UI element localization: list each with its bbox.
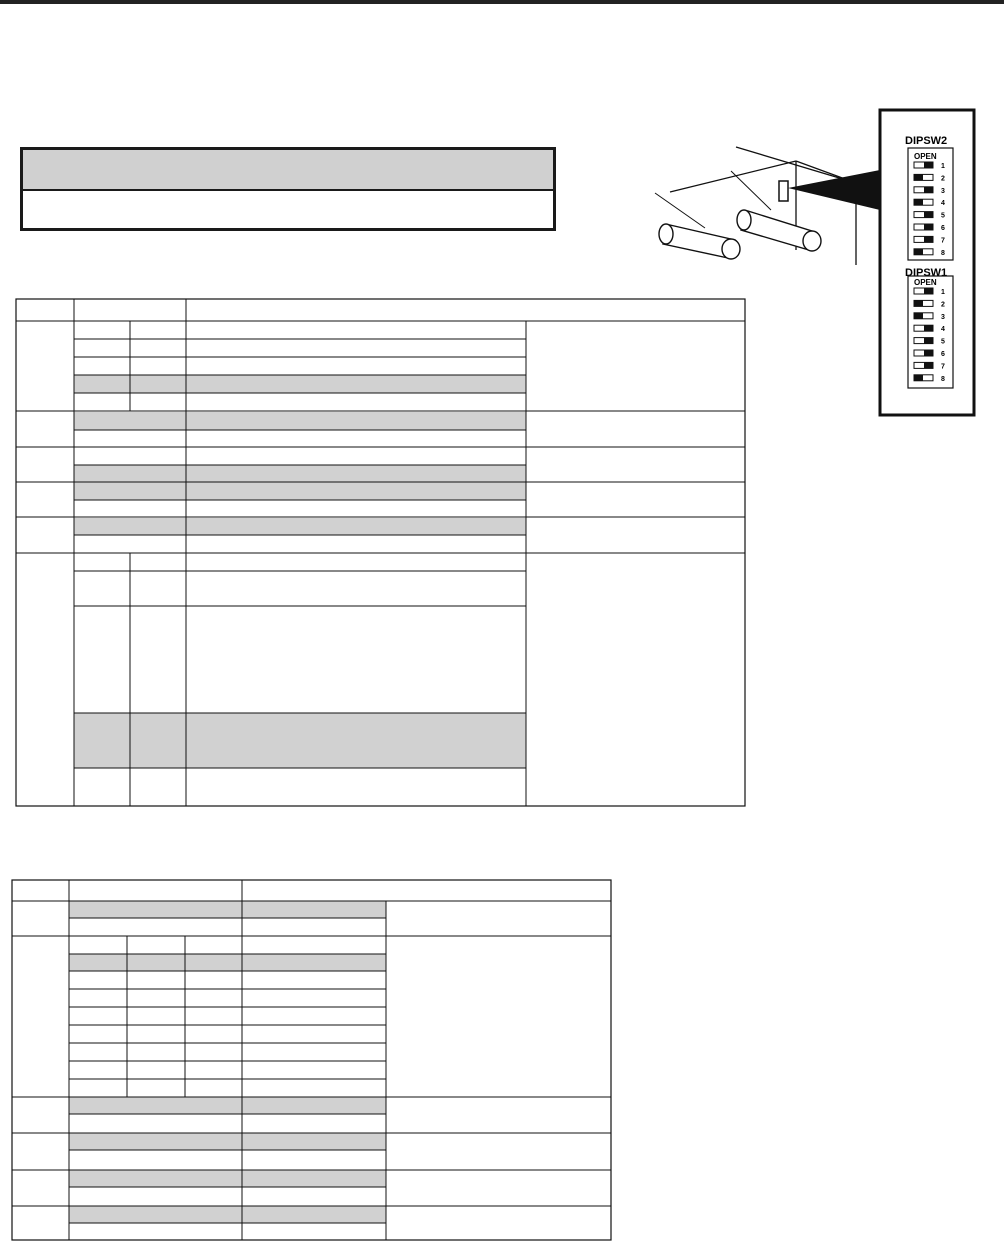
dip-switch-number: 8 [941, 249, 945, 257]
dip-switch-knob [924, 236, 933, 242]
dip-switch-knob [924, 187, 933, 193]
dip-switch-knob [924, 224, 933, 230]
dipsw1-title: DIPSW1 [905, 267, 948, 279]
dip-switch-number: 6 [941, 225, 945, 232]
dip-switch-number: 3 [941, 313, 945, 321]
dip-switch-number: 1 [941, 163, 945, 170]
dip-switch-number: 4 [941, 326, 945, 334]
dip-switch-number: 1 [941, 289, 945, 296]
dip-switch-number: 7 [941, 237, 945, 245]
rod-right [737, 210, 821, 251]
dip-switch-knob [914, 313, 923, 319]
dip-switch-number: 2 [941, 301, 945, 309]
dip-switch-knob [924, 288, 933, 294]
dip-switch-number: 5 [941, 338, 945, 346]
dip-switch-knob [924, 325, 933, 331]
dipsw2-title: DIPSW2 [905, 135, 948, 147]
dip-switch-knob [924, 338, 933, 344]
dip-switch-number: 6 [941, 351, 945, 358]
dipsw2-open-label: OPEN [914, 152, 937, 161]
rod-left [659, 224, 740, 259]
dip-switch-number: 2 [941, 175, 945, 183]
dip-switch-knob [914, 199, 923, 205]
dip-switch-knob [924, 212, 933, 218]
dip-switch-number: 3 [941, 187, 945, 195]
dip-switch-number: 4 [941, 200, 945, 208]
dip-switch-knob [914, 249, 923, 255]
dip-switch-knob [924, 162, 933, 168]
dip-switch-number: 7 [941, 363, 945, 371]
dip-switch-number: 5 [941, 212, 945, 220]
dip-switch-number: 8 [941, 375, 945, 383]
dip-switch-knob [914, 375, 923, 381]
dip-switch-knob [914, 300, 923, 306]
dip-switch-knob [924, 362, 933, 368]
dip-switch-knob [914, 174, 923, 180]
dipsw1-open-label: OPEN [914, 278, 937, 287]
dip-switch-knob [924, 350, 933, 356]
